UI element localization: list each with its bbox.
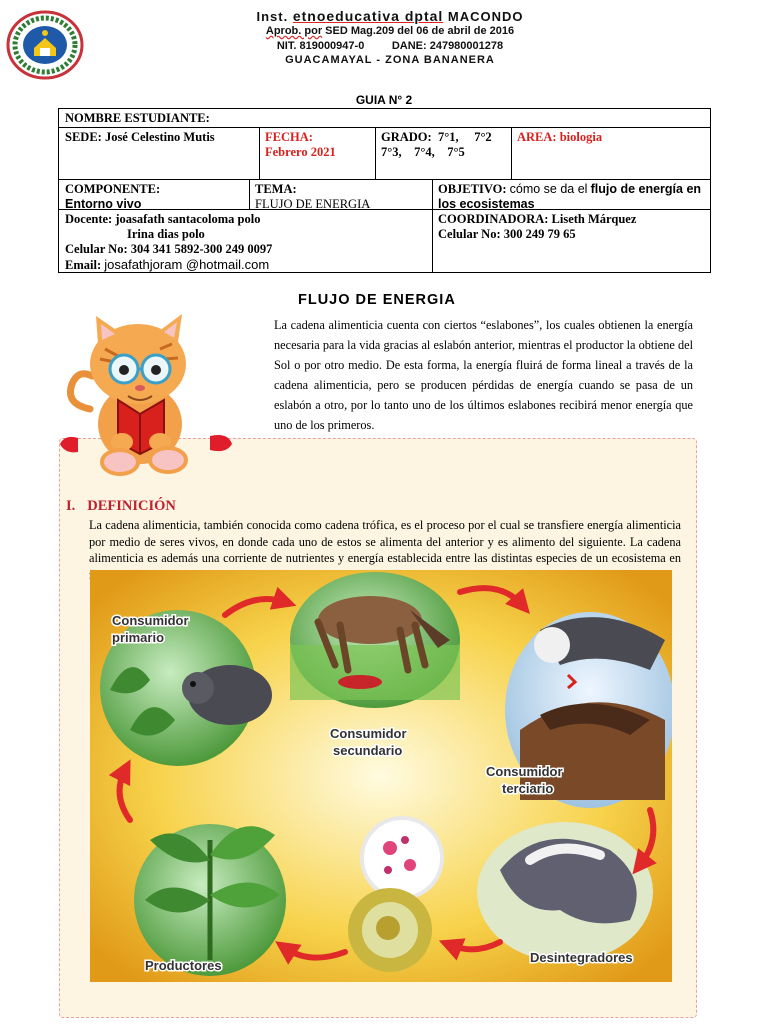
fecha-label: FECHA: xyxy=(265,130,313,144)
student-name-field[interactable] xyxy=(59,109,710,128)
docente-line-2: Irina dias polo xyxy=(127,227,205,241)
tema-label: TEMA: xyxy=(255,182,297,196)
componente-value: Entorno vivo xyxy=(65,197,142,211)
registry-line xyxy=(130,40,650,52)
dane-number: DANE: 247980001278 xyxy=(391,40,504,52)
institution-name xyxy=(130,8,650,24)
componente-label: COMPONENTE: xyxy=(65,182,161,196)
label-primary-consumer-2: primario xyxy=(112,630,165,645)
definition-title: DEFINICIÓN xyxy=(87,498,176,514)
coordinadora-name: COORDINADORA: Liseth Márquez xyxy=(438,212,637,226)
definition-text: La cadena alimenticia, también conocida como cadena trófica, es el proceso por el cual se transfiere energía alimenticia por medio de seres vivos, en donde cada uno de estos se alimenta del anterior y es alimento del siguiente. La cadena alimenticia es además una corriente de nutrientes y energía establecida entre las distintas especies de un ecosistema en xyxy=(89,518,681,565)
coordinadora-phone: Celular No: 300 249 79 65 xyxy=(438,227,576,241)
institution-suffix: MACONDO xyxy=(447,9,524,24)
grado-line-2: 7°3, 7°4, 7°5 xyxy=(381,145,465,159)
tema-cell xyxy=(249,180,432,214)
location-line: GUACAMAYAL - ZONA BANANERA xyxy=(285,54,495,66)
coordinadora-cell xyxy=(432,210,710,244)
approval-prefix: Aprob. por xyxy=(265,25,323,37)
definition-number: I. xyxy=(66,498,76,514)
approval-rest: SED Mag.209 del 06 de abril de 2016 xyxy=(325,25,515,37)
objetivo-label: OBJETIVO: xyxy=(438,182,507,196)
fecha-cell xyxy=(259,128,375,162)
institution-main-name: etnoeducativa dptal xyxy=(292,8,444,24)
email-label: Email: xyxy=(65,258,102,272)
section-title: FLUJO DE ENERGIA xyxy=(298,292,456,308)
label-producers: Productores xyxy=(145,958,222,973)
area-cell: AREA: biologia xyxy=(517,130,603,144)
tema-value: FLUJO DE ENERGIA xyxy=(255,197,371,211)
grado-cell xyxy=(375,128,511,162)
objetivo-cell xyxy=(432,180,710,214)
label-tertiary-consumer-2: terciario xyxy=(502,781,554,796)
docente-email xyxy=(65,257,426,273)
label-secondary-consumer-1: Consumidor xyxy=(330,726,407,741)
objetivo-bold-text: flujo de energía en los ecosistemas xyxy=(438,182,702,211)
guide-title: GUIA N° 2 xyxy=(355,93,413,107)
definition-heading xyxy=(66,498,176,515)
componente-cell xyxy=(59,180,249,214)
nit-number: NIT. 819000947-0 xyxy=(276,40,365,52)
reading-cat-illustration xyxy=(60,314,240,479)
label-tertiary-consumer-1: Consumidor xyxy=(486,764,563,779)
producers-scene xyxy=(134,824,286,976)
docente-phone: Celular No: 304 341 5892-300 249 0097 xyxy=(65,242,273,256)
school-seal-logo xyxy=(6,10,84,80)
label-secondary-consumer-2: secundario xyxy=(333,743,403,758)
institution-prefix: Inst. xyxy=(256,9,289,24)
secondary-consumer-scene xyxy=(290,572,460,708)
objetivo-text: cómo se da el xyxy=(509,182,588,196)
fecha-value: Febrero 2021 xyxy=(265,145,336,159)
grado-line-1: GRADO: 7°1, 7°2 xyxy=(381,130,492,144)
docente-line-1: Docente: joasafath santacoloma polo xyxy=(65,212,261,226)
student-info-table xyxy=(58,108,711,273)
intro-paragraph: La cadena alimenticia cuenta con ciertos “eslabones”, los cuales obtienen la energía necesaria para la vida gracias al eslabón anterior, mientras el productor la obtiene del Sol o por otro medio. De esta forma, la energía fluirá de forma lineal a través de la cadena alimenticia, pero se producen pérdidas de energía cuando se pasa de un eslabón a otro, por lo tanto uno de los últimos eslabones recibirá menor energía que uno de los primeros. xyxy=(274,318,693,432)
email-value[interactable]: josafathjoram @hotmail.com xyxy=(104,257,270,272)
docente-cell xyxy=(59,210,432,275)
sede-cell: SEDE: José Celestino Mutis xyxy=(65,130,215,144)
label-primary-consumer-1: Consumidor xyxy=(112,613,189,628)
food-chain-diagram xyxy=(90,570,672,982)
approval-line xyxy=(130,25,650,37)
label-decomposers: Desintegradores xyxy=(530,950,633,965)
student-name-label: NOMBRE ESTUDIANTE: xyxy=(65,111,210,125)
